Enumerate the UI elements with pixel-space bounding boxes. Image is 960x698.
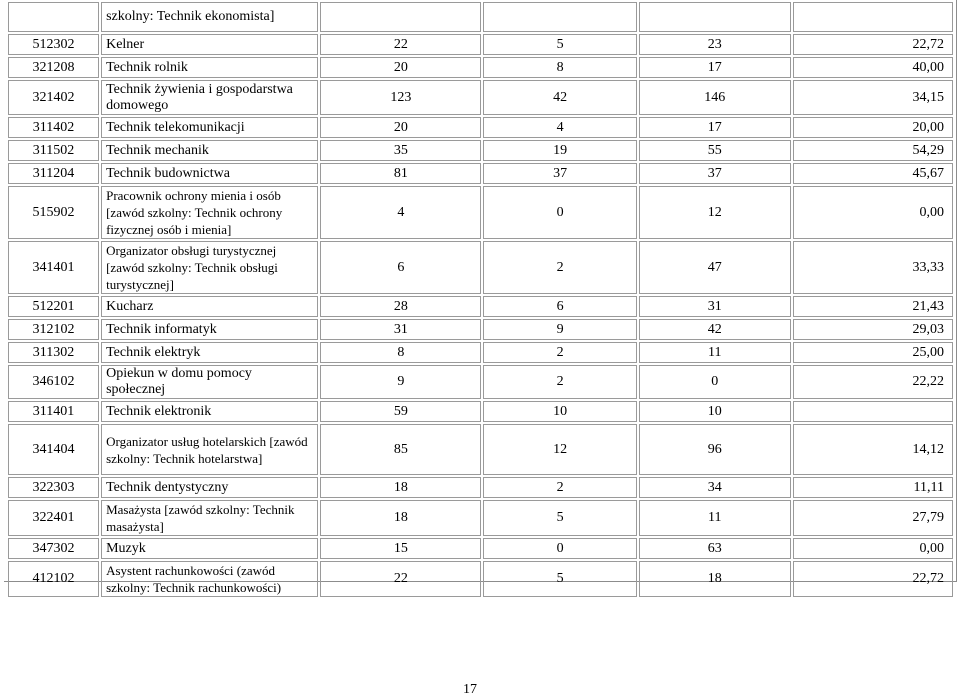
value-col-4-cell: 22,72 [793,561,953,597]
value-col-1-cell: 22 [320,561,481,597]
table-body [8,2,953,597]
code-cell: 311402 [8,117,99,138]
value-col-3-cell: 0 [639,365,791,399]
value-col-2-cell: 2 [483,365,636,399]
code-cell: 311302 [8,342,99,363]
name-cell: Pracownik ochrony mienia i osób [zawód szkolny: Technik ochrony fizycznej osób i mienia] [101,186,318,239]
value-col-1-cell: 20 [320,57,481,78]
table-row [8,424,953,475]
name-cell: Kucharz [101,296,318,317]
value-col-4-cell: 22,72 [793,34,953,55]
value-col-2-cell: 2 [483,241,636,294]
table-row [8,477,953,498]
value-col-2-cell: 4 [483,117,636,138]
value-col-4-cell: 21,43 [793,296,953,317]
value-col-2-cell: 42 [483,80,636,115]
table-row [8,296,953,317]
table-row [8,342,953,363]
value-col-2-cell: 2 [483,477,636,498]
value-col-4-cell: 27,79 [793,500,953,536]
value-col-4-cell: 40,00 [793,57,953,78]
value-col-3-cell: 63 [639,538,791,559]
occupations-table [6,0,955,599]
table-row [8,538,953,559]
value-col-2-cell: 9 [483,319,636,340]
value-col-1-cell: 15 [320,538,481,559]
value-col-1-cell: 9 [320,365,481,399]
value-col-4-cell: 33,33 [793,241,953,294]
value-col-1-cell: 18 [320,477,481,498]
value-col-1-cell: 59 [320,401,481,422]
value-col-1-cell [320,2,481,32]
value-col-3-cell: 23 [639,34,791,55]
table-row [8,34,953,55]
value-col-2-cell: 0 [483,186,636,239]
value-col-1-cell: 81 [320,163,481,184]
code-cell: 311204 [8,163,99,184]
code-cell: 321208 [8,57,99,78]
value-col-2-cell: 5 [483,500,636,536]
value-col-1-cell: 22 [320,34,481,55]
value-col-1-cell: 8 [320,342,481,363]
value-col-2-cell: 12 [483,424,636,475]
value-col-4-cell: 14,12 [793,424,953,475]
value-col-3-cell: 18 [639,561,791,597]
value-col-3-cell: 55 [639,140,791,161]
table-row [8,163,953,184]
value-col-4-cell: 25,00 [793,342,953,363]
code-cell: 322303 [8,477,99,498]
name-cell: Technik dentystyczny [101,477,318,498]
value-col-4-cell: 0,00 [793,186,953,239]
value-col-2-cell: 2 [483,342,636,363]
value-col-3-cell: 146 [639,80,791,115]
code-cell: 341401 [8,241,99,294]
value-col-4-cell: 22,22 [793,365,953,399]
name-cell: Kelner [101,34,318,55]
name-cell: szkolny: Technik ekonomista] [101,2,318,32]
code-cell: 346102 [8,365,99,399]
name-cell: Masażysta [zawód szkolny: Technik masażysta] [101,500,318,536]
table-row [8,80,953,115]
name-cell: Technik elektronik [101,401,318,422]
value-col-4-cell: 11,11 [793,477,953,498]
code-cell: 311401 [8,401,99,422]
value-col-4-cell: 45,67 [793,163,953,184]
name-cell: Technik mechanik [101,140,318,161]
name-cell: Muzyk [101,538,318,559]
value-col-2-cell: 37 [483,163,636,184]
table-row [8,2,953,32]
value-col-1-cell: 18 [320,500,481,536]
code-cell: 322401 [8,500,99,536]
table-row [8,57,953,78]
code-cell: 347302 [8,538,99,559]
name-cell: Technik budownictwa [101,163,318,184]
value-col-3-cell: 47 [639,241,791,294]
value-col-4-cell: 54,29 [793,140,953,161]
value-col-3-cell: 12 [639,186,791,239]
value-col-1-cell: 31 [320,319,481,340]
name-cell: Technik telekomunikacji [101,117,318,138]
value-col-1-cell: 85 [320,424,481,475]
value-col-3-cell: 10 [639,401,791,422]
value-col-1-cell: 4 [320,186,481,239]
value-col-2-cell: 0 [483,538,636,559]
value-col-3-cell: 37 [639,163,791,184]
value-col-2-cell: 10 [483,401,636,422]
name-cell: Technik elektryk [101,342,318,363]
name-cell: Organizator obsługi turystycznej [zawód szkolny: Technik obsługi turystycznej] [101,241,318,294]
value-col-2-cell: 19 [483,140,636,161]
value-col-3-cell: 11 [639,342,791,363]
code-cell: 312102 [8,319,99,340]
value-col-4-cell [793,401,953,422]
value-col-1-cell: 20 [320,117,481,138]
value-col-4-cell [793,2,953,32]
value-col-4-cell: 20,00 [793,117,953,138]
table-row [8,401,953,422]
value-col-3-cell: 11 [639,500,791,536]
code-cell: 515902 [8,186,99,239]
page-number: 17 [463,682,477,697]
name-cell: Technik rolnik [101,57,318,78]
value-col-1-cell: 123 [320,80,481,115]
table-row [8,117,953,138]
name-cell: Opiekun w domu pomocy społecznej [101,365,318,399]
value-col-3-cell: 17 [639,57,791,78]
value-col-3-cell: 34 [639,477,791,498]
code-cell: 512302 [8,34,99,55]
table-row [8,140,953,161]
value-col-3-cell: 17 [639,117,791,138]
value-col-4-cell: 0,00 [793,538,953,559]
value-col-2-cell: 6 [483,296,636,317]
code-cell: 412102 [8,561,99,597]
value-col-4-cell: 29,03 [793,319,953,340]
value-col-2-cell: 5 [483,34,636,55]
table-row [8,319,953,340]
code-cell: 341404 [8,424,99,475]
code-cell: 512201 [8,296,99,317]
name-cell: Asystent rachunkowości (zawód szkolny: Technik rachunkowości) [101,561,318,597]
value-col-1-cell: 6 [320,241,481,294]
table-row [8,500,953,536]
name-cell: Technik informatyk [101,319,318,340]
value-col-3-cell [639,2,791,32]
value-col-1-cell: 35 [320,140,481,161]
table-row [8,186,953,239]
code-cell: 321402 [8,80,99,115]
value-col-3-cell: 96 [639,424,791,475]
table-row [8,561,953,597]
code-cell: 311502 [8,140,99,161]
name-cell: Organizator usług hotelarskich [zawód szkolny: Technik hotelarstwa] [101,424,318,475]
table-row [8,241,953,294]
value-col-2-cell: 5 [483,561,636,597]
table-row [8,365,953,399]
value-col-2-cell [483,2,636,32]
value-col-4-cell: 34,15 [793,80,953,115]
value-col-1-cell: 28 [320,296,481,317]
value-col-3-cell: 31 [639,296,791,317]
name-cell: Technik żywienia i gospodarstwa domowego [101,80,318,115]
code-cell [8,2,99,32]
value-col-3-cell: 42 [639,319,791,340]
value-col-2-cell: 8 [483,57,636,78]
